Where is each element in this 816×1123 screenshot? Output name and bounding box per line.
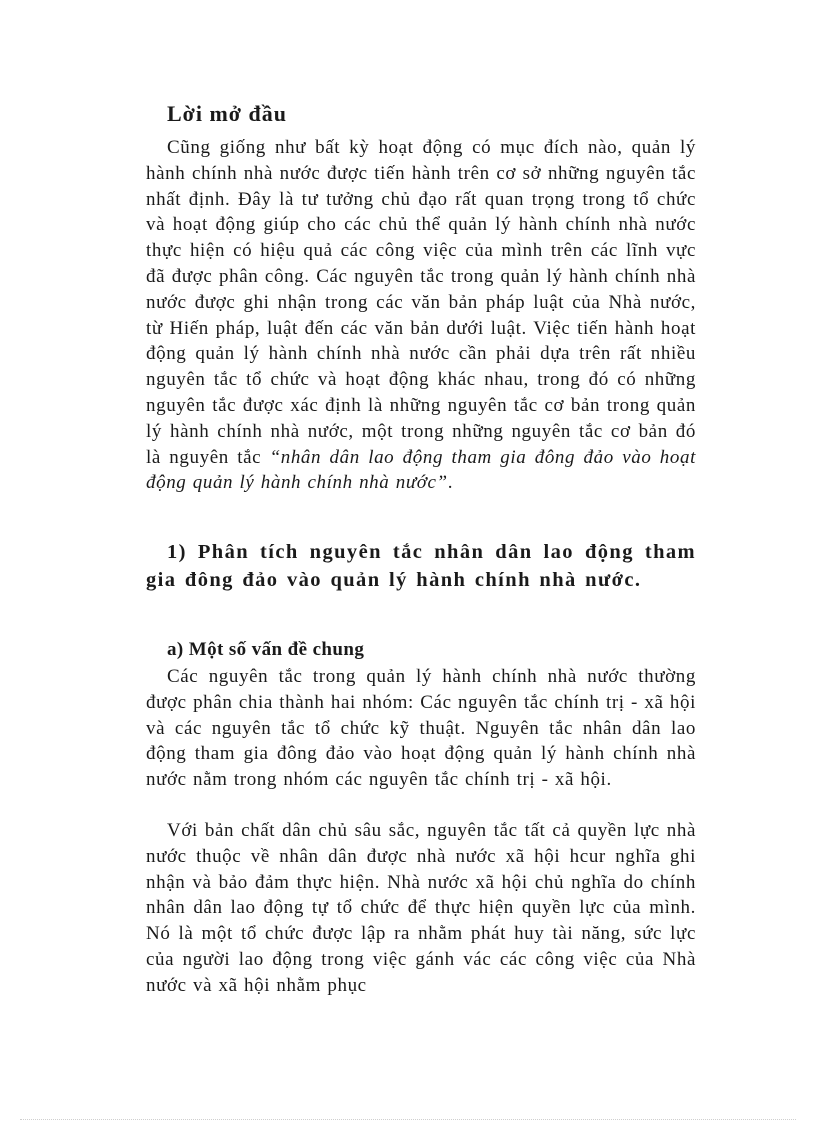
page-bottom-divider [20, 1119, 796, 1120]
subsection-heading: a) Một số vấn đề chung [167, 639, 365, 660]
section-heading: 1) Phân tích nguyên tắc nhân dân lao động tham gia đông đảo vào quản lý hành chính nhà nước. [146, 541, 696, 591]
intro-paragraph [146, 135, 696, 496]
intro-quote: “nhân dân lao động tham gia đông đảo vào hoạt động quản lý hành chính nhà nước” [146, 446, 696, 494]
body-paragraph: Các nguyên tắc trong quản lý hành chính nhà nước thường được phân chia thành hai nhóm: Các nguyên tắc chính trị - xã hội và các nguyên tắc tổ chức kỹ thuật. Nguyên tắc nhân dân lao động tham gia đông đảo vào hoạt động quản lý hành chính nhà nước nằm trong nhóm các nguyên tắc chính trị - xã hội. [146, 666, 696, 791]
intro-end: . [447, 472, 454, 494]
intro-text: Cũng giống như bất kỳ hoạt động có mục đích nào, quản lý hành chính nhà nước được tiến hành trên cơ sở những nguyên tắc nhất định. Đây là tư tưởng chủ đạo rất quan trọng trong tổ chức và hoạt động giúp cho các chủ thể quản lý hành chính nhà nước thực hiện có hiệu quả các công việc của mình trên các lĩnh vực đã được phân công. Các nguyên tắc trong quản lý hành chính nhà nước được ghi nhận trong các văn bản pháp luật của Nhà nước, từ Hiến pháp, luật đến các văn bản dưới luật. Việc tiến hành hoạt động quản lý hành chính nhà nước cần phải dựa trên rất nhiều nguyên tắc tổ chức và hoạt động khác nhau, trong đó có những nguyên tắc được xác định là những nguyên tắc cơ bản trong quản lý hành chính nhà nước, một trong những nguyên tắc cơ bản đó là nguyên tắc [146, 137, 696, 468]
body-paragraph: Với bản chất dân chủ sâu sắc, nguyên tắc tất cả quyền lực nhà nước thuộc về nhân dân được nhà nước xã hội hcur nghĩa ghi nhận và bảo đảm thực hiện. Nhà nước xã hội chủ nghĩa do chính nhân dân lao động tự tổ chức để thực hiện quyền lực của mình. Nó là một tổ chức được lập ra nhằm phát huy tài năng, sức lực của người lao động trong việc gánh vác các công việc của Nhà nước và xã hội nhằm phục [146, 820, 696, 996]
page-title: Lời mở đầu [167, 101, 287, 126]
